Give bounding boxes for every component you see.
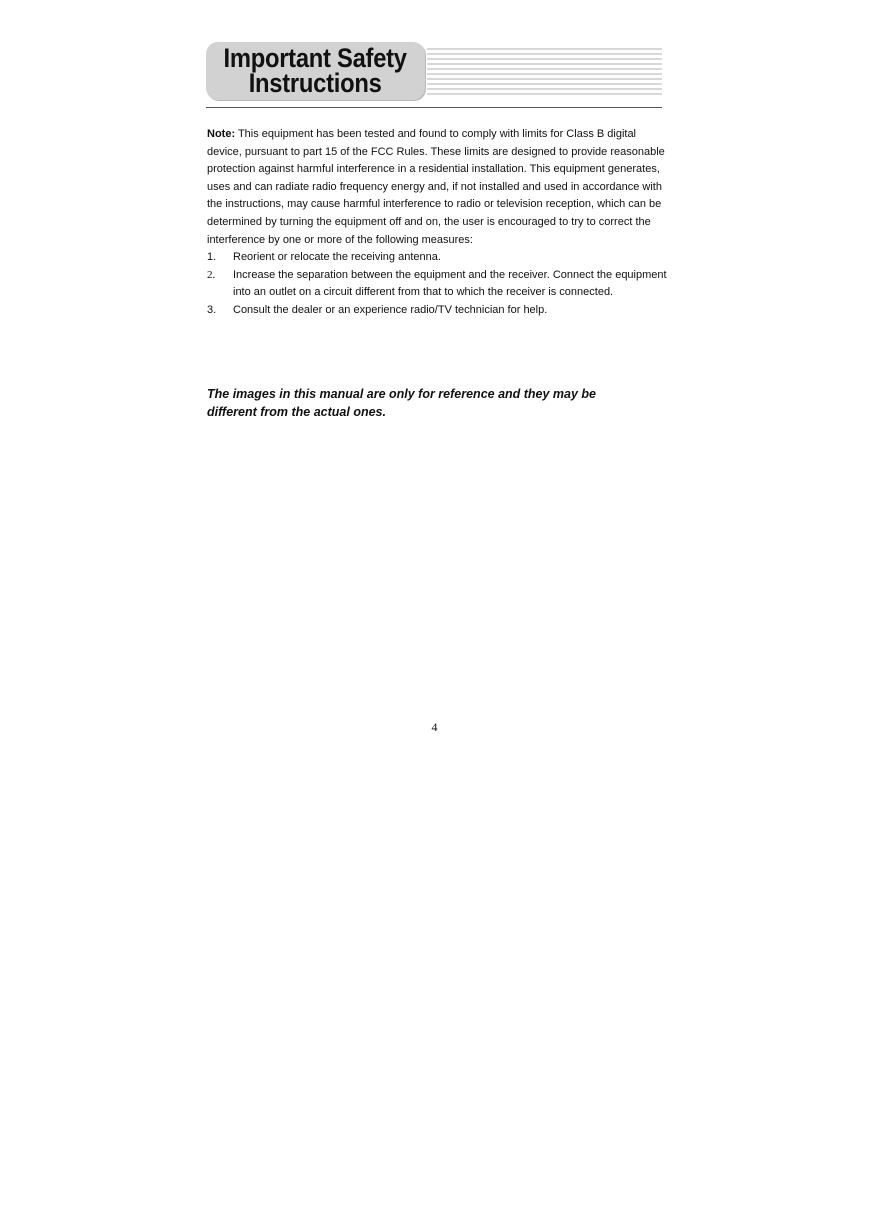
header-divider bbox=[206, 107, 662, 108]
note-label: Note: bbox=[207, 128, 236, 140]
list-item-number: 1. bbox=[207, 251, 217, 264]
list-item-text: Consult the dealer or an experience radio/TV technician for help. bbox=[233, 303, 548, 316]
list-item-text: Increase the separation between the equipment and the receiver. Connect the equipment into an outlet on a circuit different from that to which the receiver is connected. bbox=[233, 268, 667, 299]
reference-disclaimer: The images in this manual are only for reference and they may be different from the actual ones. bbox=[207, 387, 597, 419]
title-tab bbox=[206, 42, 425, 100]
section-header bbox=[206, 42, 662, 108]
list-item bbox=[207, 249, 667, 267]
note-paragraph bbox=[207, 126, 667, 249]
header-stripes-decoration bbox=[427, 48, 662, 98]
list-item-number: 2. bbox=[207, 268, 216, 281]
list-item bbox=[207, 267, 667, 302]
page-number: 4 bbox=[431, 720, 438, 734]
list-item bbox=[207, 302, 667, 320]
measures-list bbox=[207, 249, 667, 319]
list-item-number: 3. bbox=[207, 303, 217, 316]
list-item-text: Reorient or relocate the receiving antenna. bbox=[233, 251, 441, 264]
page-title: Important Safety Instructions bbox=[223, 42, 408, 98]
note-text: This equipment has been tested and found to comply with limits for Class B digital device, pursuant to part 15 of the FCC Rules. These limits are designed to provide reasonable protection against harmful interference in a residential installation. This equipment generates, uses and can radiate radio frequency energy and, if not installed and used in accordance with the instructions, may cause harmful interference to radio or television reception, which can be determined by turning the equipment off and on, the user is encouraged to try to correct the interference by one or more of the following measures: bbox=[207, 128, 665, 246]
fcc-notice bbox=[207, 126, 667, 320]
